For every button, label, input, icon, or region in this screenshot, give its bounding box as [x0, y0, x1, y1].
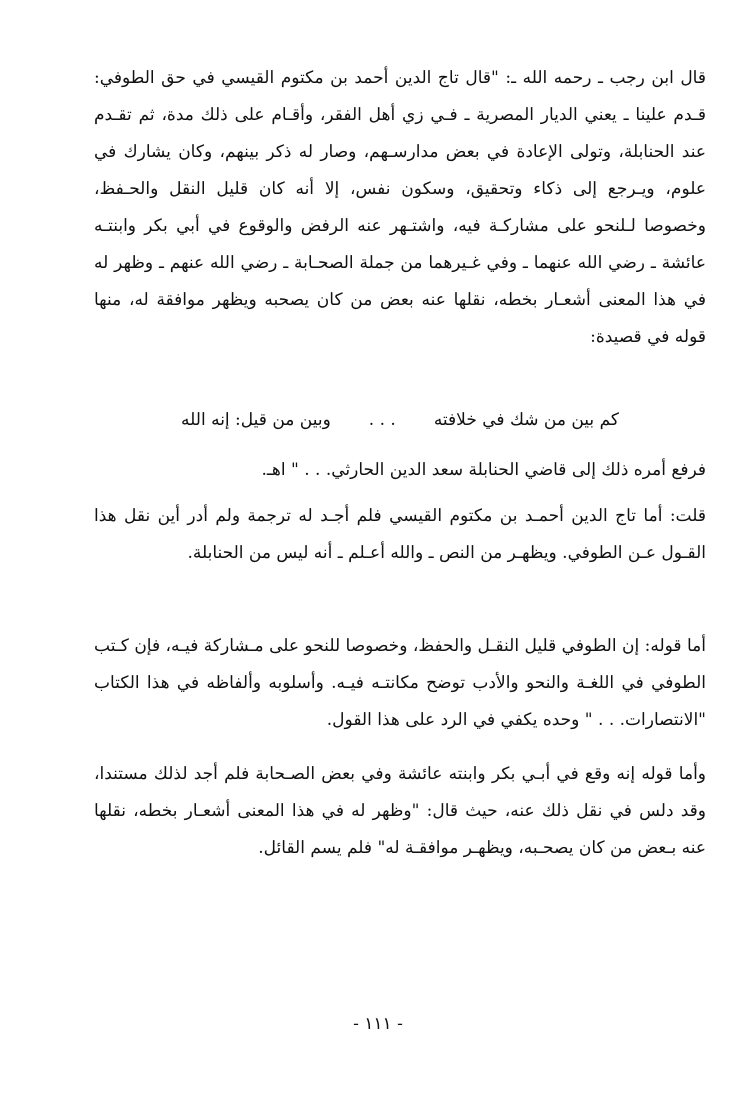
paragraph-author-comment: قلت: أما تاج الدين أحمـد بن مكتوم القيسي فلم أجـد له ترجمة ولم أدر أين نقل هذا القـول عـن الطوفي. ويظهـر من النص ـ والله أعـلم ـ أنه ليس من الحنابلة. — [94, 506, 706, 563]
verse-separator: . . . — [368, 410, 396, 430]
verse-second-hemistich: وبين من قيل: إنه الله — [181, 410, 331, 430]
paragraph-quote-ending: فرفع أمره ذلك إلى قاضي الحنابلة سعد الدين الحارثي. . . " اهـ. — [261, 460, 706, 480]
paragraph-rebuttal-grammar: أما قوله: إن الطوفي قليل النقـل والحفظ، وخصوصا للنحو على مـشاركة فيـه، فإن كـتب الطوفي في اللغـة والنحو والأدب توضح مكانتـه فيـه. وأسلوبه وألفاظه في هذا الكتاب "الانتصارات. . . " وحده يكفي في الرد على هذا القول. — [94, 636, 706, 730]
poem-verse — [140, 402, 660, 439]
verse-first-hemistich: كم بين من شك في خلافته — [433, 410, 619, 430]
paragraph-rebuttal-companions: وأما قوله إنه وقع في أبـي بكر وابنته عائشة وفي بعض الصـحابة فلم أجد لذلك مستندا، وقد دلس في نقل ذلك عنه، حيث قال: "وظهر له في هذا المعنى أشعـار بخطه، نقلها عنه بـعض من كان يصحـبه، ويظهـر موافقـة له" فلم يسم القائل. — [94, 764, 706, 858]
paragraph-ibn-rajab-quote: قال ابن رجب ـ رحمه الله ـ: "قال تاج الدين أحمد بن مكتوم القيسي في حق الطوفي: قـدم علينا ـ يعني الديار المصرية ـ فـي زي أهل الفقر، وأقـام على ذلك مدة، ثم تقـدم عند الحنابلة، وتولى الإعادة في بعض مدارسـهم، وصار له ذكر بينهم، وكان يشارك في علوم، ويـرجع إلى ذكاء وتحقيق، وسكون نفس، إلا أنه كان قليل النقل والحـفظ، وخصوصا لـلنحو على مشاركـة فيه، واشتـهر عنه الرفض والوقوع في أبي بكر وابنتـه عائشة ـ رضي الله عنهما ـ وفي غـيرهما من جملة الصحـابة ـ رضي الله عنهم ـ وظهر له في هذا المعنى أشعـار بخطه، نقلها عنه بعض من كان يصحبه ويظهر موافقة له، منها قوله في قصيدة: — [94, 68, 706, 347]
page-number: - ١١١ - — [353, 1014, 403, 1034]
